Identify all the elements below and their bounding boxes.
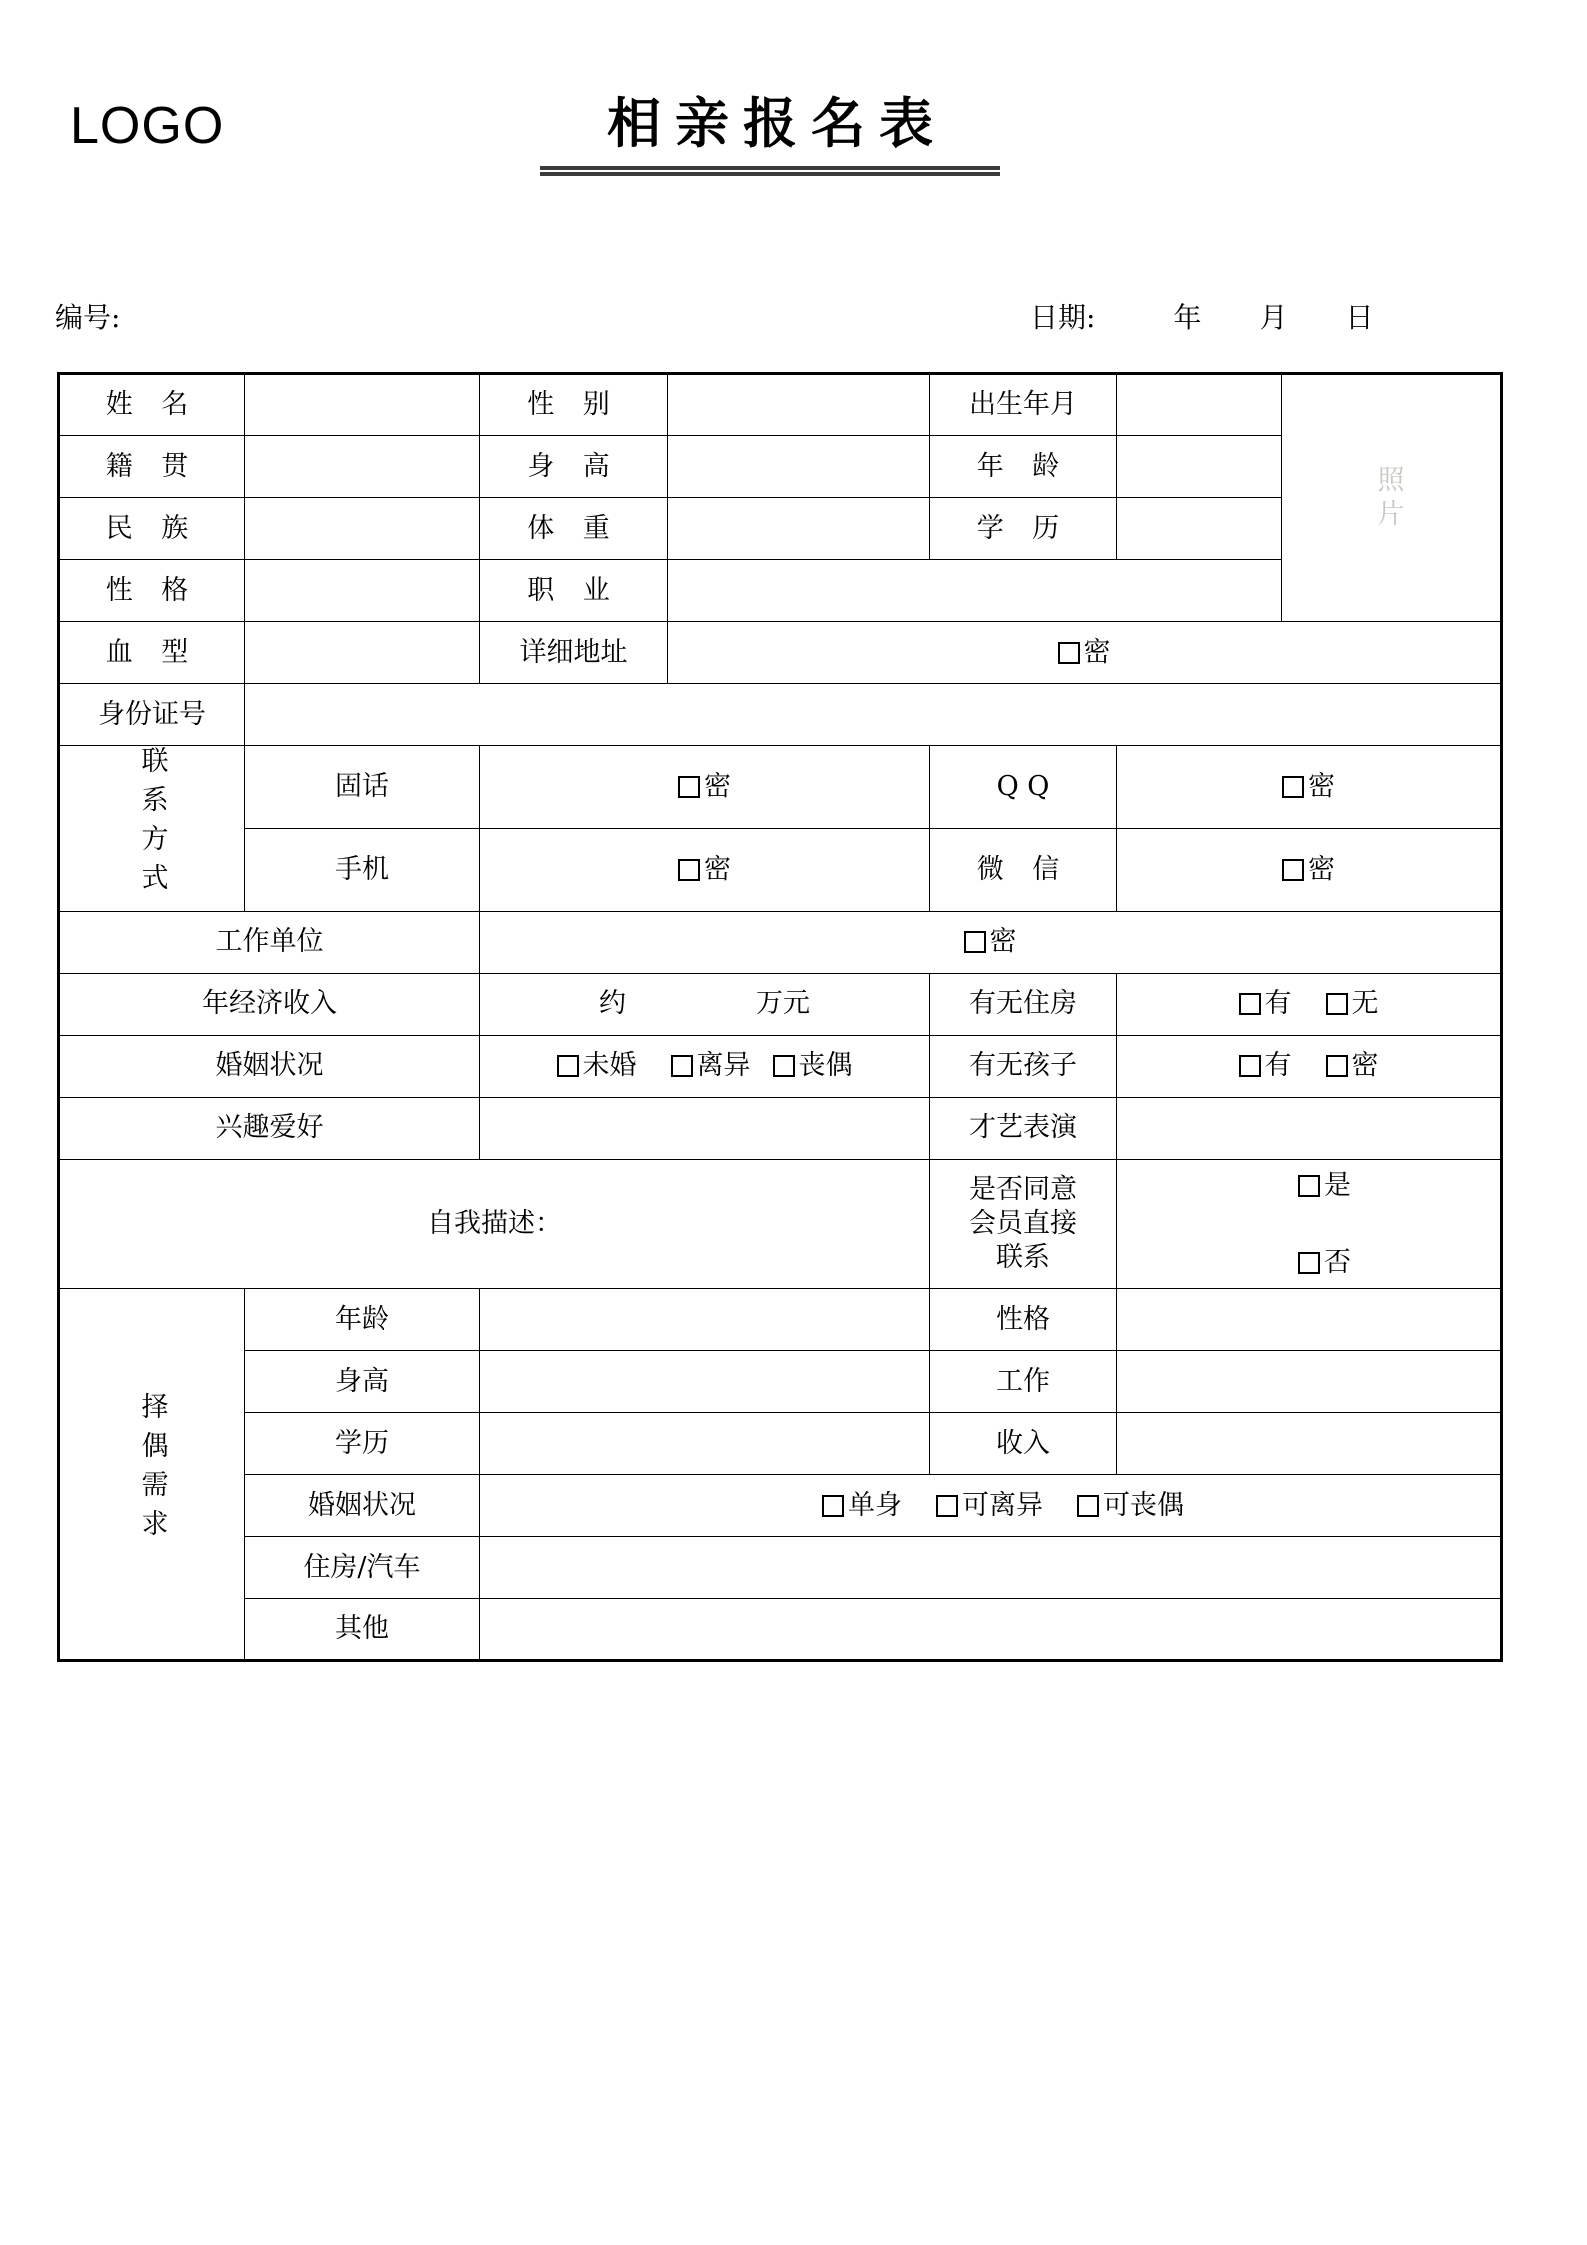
label-ethnicity: 民 族 xyxy=(59,498,245,560)
table-row-mobile xyxy=(59,828,1502,911)
table-row-mate-house-car xyxy=(59,1537,1502,1599)
table-row-marital xyxy=(59,1035,1502,1097)
label-mate-work: 工作 xyxy=(930,1351,1117,1413)
checkbox-box-icon xyxy=(1326,993,1348,1015)
label-landline: 固话 xyxy=(245,746,480,829)
table-row-landline xyxy=(59,746,1502,829)
field-income[interactable] xyxy=(480,973,930,1035)
income-approx-text: 约 xyxy=(599,988,626,1020)
field-mate-work[interactable] xyxy=(1117,1351,1502,1413)
title-block xyxy=(540,91,1000,176)
label-marital: 婚姻状况 xyxy=(59,1035,480,1097)
field-gender[interactable] xyxy=(668,374,930,436)
field-ethnicity[interactable] xyxy=(245,498,480,560)
label-blood-type: 血 型 xyxy=(59,622,245,684)
field-blood-type[interactable] xyxy=(245,622,480,684)
checkbox-box-icon xyxy=(1058,642,1080,664)
field-mobile[interactable] xyxy=(480,828,930,911)
checkbox-box-icon xyxy=(1077,1495,1099,1517)
logo: LOGO xyxy=(70,97,225,155)
field-education[interactable] xyxy=(1117,498,1282,560)
checkbox-mobile-secret[interactable] xyxy=(678,854,731,885)
label-gender: 性 别 xyxy=(480,374,668,436)
date-label: 日期: xyxy=(1030,301,1096,334)
field-landline[interactable] xyxy=(480,746,930,829)
checkbox-label: 丧偶 xyxy=(798,1050,853,1082)
checkbox-wechat-secret[interactable] xyxy=(1282,854,1335,885)
checkbox-address-secret[interactable] xyxy=(1058,637,1111,668)
field-housing[interactable] xyxy=(1117,973,1502,1035)
label-occupation: 职 业 xyxy=(480,560,668,622)
checkbox-housing-no[interactable] xyxy=(1326,988,1379,1019)
checkbox-box-icon xyxy=(671,1055,693,1077)
label-personality: 性 格 xyxy=(59,560,245,622)
label-mate-group-text: 择偶需求 xyxy=(136,1391,168,1548)
label-self-description: 自我描述： xyxy=(427,1208,562,1240)
label-age: 年 龄 xyxy=(930,436,1117,498)
label-consent-line2: 会员直接 xyxy=(969,1208,1077,1240)
checkbox-consent-no[interactable] xyxy=(1159,1237,1490,1288)
label-contact-group-text: 联系方式 xyxy=(136,746,168,902)
checkbox-box-icon xyxy=(936,1495,958,1517)
checkbox-label: 有 xyxy=(1264,1050,1292,1082)
checkbox-children-secret[interactable] xyxy=(1326,1050,1379,1081)
table-row-self-description xyxy=(59,1159,1502,1289)
label-birth: 出生年月 xyxy=(930,374,1117,436)
checkbox-box-icon xyxy=(1239,993,1261,1015)
checkbox-label: 未婚 xyxy=(582,1050,637,1082)
table-row-income xyxy=(59,973,1502,1035)
field-qq[interactable] xyxy=(1117,746,1502,829)
table-row-name xyxy=(59,374,1502,436)
label-consent-line3: 联系 xyxy=(996,1241,1050,1273)
income-unit-text: 万元 xyxy=(756,988,810,1020)
label-qq: Q Q xyxy=(930,746,1117,829)
checkbox-children-yes[interactable] xyxy=(1239,1050,1292,1081)
label-mate-personality: 性格 xyxy=(930,1289,1117,1351)
photo-placeholder[interactable] xyxy=(1282,374,1502,622)
checkbox-label: 有 xyxy=(1264,988,1292,1020)
checkbox-label: 密 xyxy=(1351,1050,1379,1082)
checkbox-box-icon xyxy=(822,1495,844,1517)
field-mate-house-car[interactable] xyxy=(480,1537,1502,1599)
field-mate-marital[interactable] xyxy=(480,1475,1502,1537)
table-row-mate-other xyxy=(59,1599,1502,1661)
checkbox-box-icon xyxy=(1239,1055,1261,1077)
label-mate-height: 身高 xyxy=(245,1351,480,1413)
field-birth[interactable] xyxy=(1117,374,1282,436)
title-double-rule xyxy=(540,166,1000,176)
photo-label-line2: 片 xyxy=(1377,499,1405,530)
table-row-mate-height xyxy=(59,1351,1502,1413)
label-address: 详细地址 xyxy=(480,622,668,684)
checkbox-label: 否 xyxy=(1324,1247,1351,1279)
checkbox-box-icon xyxy=(1298,1252,1320,1274)
field-employer[interactable] xyxy=(480,911,1502,973)
table-row-mate-marital xyxy=(59,1475,1502,1537)
checkbox-consent-yes[interactable] xyxy=(1159,1160,1490,1211)
field-address[interactable] xyxy=(668,622,1502,684)
checkbox-box-icon xyxy=(773,1055,795,1077)
checkbox-housing-yes[interactable] xyxy=(1239,988,1292,1019)
label-hometown: 籍 贯 xyxy=(59,436,245,498)
checkbox-box-icon xyxy=(1298,1175,1320,1197)
table-row-mate-education xyxy=(59,1413,1502,1475)
field-weight[interactable] xyxy=(668,498,930,560)
table-row-blood-type xyxy=(59,622,1502,684)
field-hobby[interactable] xyxy=(480,1097,930,1159)
checkbox-label: 密 xyxy=(704,771,731,803)
checkbox-mate-divorced[interactable] xyxy=(936,1490,1043,1521)
label-mate-marital: 婚姻状况 xyxy=(245,1475,480,1537)
field-hometown[interactable] xyxy=(245,436,480,498)
label-id-number: 身份证号 xyxy=(59,684,245,746)
field-children[interactable] xyxy=(1117,1035,1502,1097)
date-label-group xyxy=(1030,296,1373,336)
field-consent[interactable] xyxy=(1117,1159,1502,1289)
form-table xyxy=(57,372,1503,1662)
field-mate-other[interactable] xyxy=(480,1599,1502,1661)
label-mate-house-car: 住房/汽车 xyxy=(245,1537,480,1599)
label-mobile: 手机 xyxy=(245,828,480,911)
checkbox-box-icon xyxy=(964,931,986,953)
field-name[interactable] xyxy=(245,374,480,436)
field-talent[interactable] xyxy=(1117,1097,1502,1159)
field-mate-income[interactable] xyxy=(1117,1413,1502,1475)
checkbox-label: 密 xyxy=(704,853,731,885)
checkbox-box-icon xyxy=(678,776,700,798)
label-contact-group xyxy=(59,746,245,912)
checkbox-mate-widowed[interactable] xyxy=(1077,1490,1184,1521)
checkbox-label: 单身 xyxy=(848,1489,902,1521)
date-month: 月 xyxy=(1259,301,1288,334)
checkbox-employer-secret[interactable] xyxy=(964,926,1017,957)
table-row-hobby xyxy=(59,1097,1502,1159)
checkbox-marital-divorced[interactable] xyxy=(671,1050,751,1081)
label-hobby: 兴趣爱好 xyxy=(59,1097,480,1159)
checkbox-label: 密 xyxy=(1308,853,1335,885)
label-education: 学 历 xyxy=(930,498,1117,560)
field-occupation[interactable] xyxy=(668,560,1282,622)
field-mate-education[interactable] xyxy=(480,1413,930,1475)
checkbox-box-icon xyxy=(1326,1055,1348,1077)
meta-row xyxy=(0,296,1587,342)
field-mate-age[interactable] xyxy=(480,1289,930,1351)
checkbox-label: 离异 xyxy=(696,1050,751,1082)
date-year: 年 xyxy=(1173,301,1202,334)
field-self-description[interactable] xyxy=(59,1159,930,1289)
checkbox-box-icon xyxy=(557,1055,579,1077)
label-consent xyxy=(930,1159,1117,1289)
label-housing: 有无住房 xyxy=(930,973,1117,1035)
field-marital[interactable] xyxy=(480,1035,930,1097)
field-mate-height[interactable] xyxy=(480,1351,930,1413)
label-consent-line1: 是否同意 xyxy=(969,1174,1077,1206)
label-height: 身 高 xyxy=(480,436,668,498)
checkbox-label: 密 xyxy=(1308,771,1335,803)
field-personality[interactable] xyxy=(245,560,480,622)
label-income: 年经济收入 xyxy=(59,973,480,1035)
checkbox-landline-secret[interactable] xyxy=(678,771,731,802)
table-row-mate-age xyxy=(59,1289,1502,1351)
checkbox-label: 可离异 xyxy=(962,1489,1043,1521)
checkbox-marital-unmarried[interactable] xyxy=(557,1050,637,1081)
label-talent: 才艺表演 xyxy=(930,1097,1117,1159)
field-age[interactable] xyxy=(1117,436,1282,498)
page-title: 相亲报名表 xyxy=(607,91,947,155)
label-mate-income: 收入 xyxy=(930,1413,1117,1475)
checkbox-box-icon xyxy=(1282,776,1304,798)
serial-number-label: 编号: xyxy=(55,301,121,334)
field-wechat[interactable] xyxy=(1117,828,1502,911)
field-height[interactable] xyxy=(668,436,930,498)
checkbox-label: 无 xyxy=(1351,988,1379,1020)
label-mate-group xyxy=(59,1289,245,1661)
checkbox-label: 密 xyxy=(989,926,1017,958)
table-row-id-number xyxy=(59,684,1502,746)
label-mate-other: 其他 xyxy=(245,1599,480,1661)
table-row-employer xyxy=(59,911,1502,973)
field-mate-personality[interactable] xyxy=(1117,1289,1502,1351)
field-id-number[interactable] xyxy=(245,684,1502,746)
photo-label-line1: 照 xyxy=(1377,465,1405,497)
label-weight: 体 重 xyxy=(480,498,668,560)
checkbox-label: 可丧偶 xyxy=(1103,1489,1184,1521)
checkbox-mate-single[interactable] xyxy=(822,1490,902,1521)
checkbox-marital-widowed[interactable] xyxy=(773,1050,853,1081)
label-wechat: 微 信 xyxy=(930,828,1117,911)
checkbox-box-icon xyxy=(678,859,700,881)
checkbox-label: 是 xyxy=(1324,1169,1351,1201)
label-mate-education: 学历 xyxy=(245,1413,480,1475)
checkbox-qq-secret[interactable] xyxy=(1282,771,1335,802)
label-employer: 工作单位 xyxy=(59,911,480,973)
checkbox-label: 密 xyxy=(1083,636,1111,668)
label-name: 姓 名 xyxy=(59,374,245,436)
label-children: 有无孩子 xyxy=(930,1035,1117,1097)
label-mate-age: 年龄 xyxy=(245,1289,480,1351)
date-day: 日 xyxy=(1345,301,1374,334)
checkbox-box-icon xyxy=(1282,859,1304,881)
